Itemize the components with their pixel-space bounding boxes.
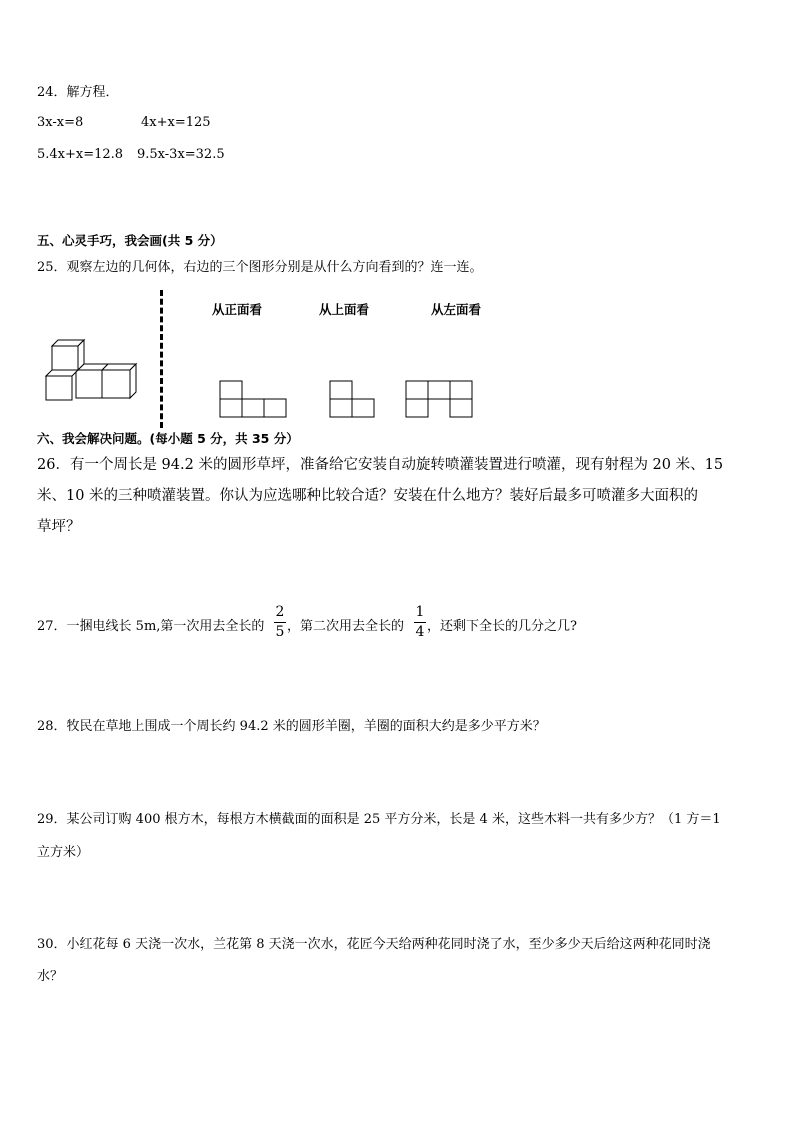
q25-text: 25．观察左边的几何体，右边的三个图形分别是从什么方向看到的？连一连。: [37, 260, 483, 275]
q27-fraction-2-denominator: 4: [415, 624, 425, 640]
q26-line-3: 草坪？: [37, 519, 81, 535]
q27-fraction-1-numerator: 2: [275, 604, 285, 620]
section5-heading: 五、心灵手巧，我会画(共 5 分）: [37, 233, 223, 248]
q27-fraction-2-numerator: 1: [415, 604, 425, 620]
q30-line-2: 水？: [37, 969, 64, 984]
q24-equation-3: 5.4x+x=12.8: [37, 147, 124, 162]
q24-equation-1: 3x-x=8: [37, 115, 84, 130]
q25-view-shape-b: [329, 380, 375, 418]
q29-line-1: 29．某公司订购 400 根方木，每根方木横截面的面积是 25 平方分米，长是 4 米，这些木料一共有多少方？（1 方＝1: [37, 812, 721, 827]
q27-text-part-2: ，第二次用去全长的: [287, 619, 405, 634]
q24-equation-2: 4x+x=125: [141, 115, 211, 130]
q26-line-2: 米、10 米的三种喷灌装置。你认为应选哪种比较合适？安装在什么地方？装好后最多可喷灌多大面积的: [37, 488, 699, 504]
q25-label-top: 从上面看: [319, 302, 370, 317]
q27-text-part-1: 27．一捆电线长 5m,第一次用去全长的: [37, 619, 265, 634]
q27-fraction-1-denominator: 5: [275, 624, 285, 640]
q28-text: 28．牧民在草地上围成一个周长约 94.2 米的圆形羊圈，羊圈的面积大约是多少平方米？: [37, 719, 546, 734]
q25-view-shape-a: [219, 380, 287, 418]
q25-label-left: 从左面看: [431, 302, 482, 317]
q25-divider: [160, 290, 163, 428]
q25-label-front: 从正面看: [212, 302, 263, 317]
q27-text-part-3: ，还剩下全长的几分之几?: [427, 619, 577, 634]
q27-fraction-1: [274, 605, 286, 639]
q29-line-2: 立方米）: [37, 845, 90, 860]
q27-fraction-2: [414, 605, 426, 639]
section6-heading: 六、我会解决问题。(每小题 5 分，共 35 分）: [37, 431, 299, 446]
q25-solid-figure: [38, 338, 142, 402]
q30-line-1: 30．小红花每 6 天浇一次水，兰花第 8 天浇一次水，花匠今天给两种花同时浇了水，至少多少天后给这两种花同时浇: [37, 937, 711, 952]
q24-equation-4: 9.5x-3x=32.5: [137, 147, 225, 162]
q24-title: 24．解方程．: [37, 85, 119, 100]
q26-line-1: 26．有一个周长是 94.2 米的圆形草坪，准备给它安装自动旋转喷灌装置进行喷灌，现有射程为 20 米、15: [37, 457, 724, 473]
q25-view-shape-c: [405, 380, 473, 418]
